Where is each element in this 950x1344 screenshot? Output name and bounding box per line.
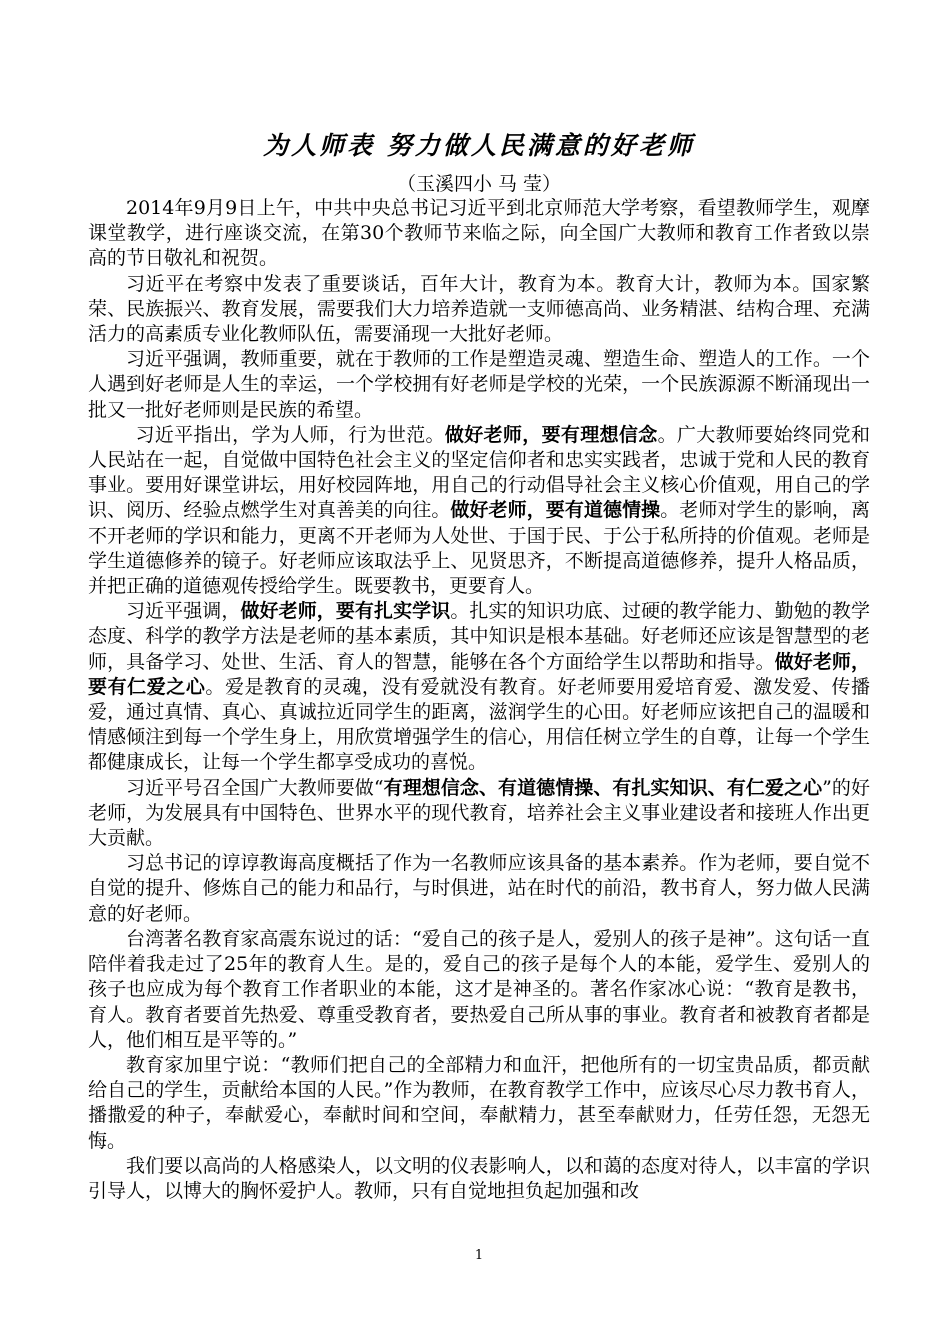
paragraph-4-text-a: 习近平指出，学为人师，行为世范。: [135, 423, 445, 446]
paragraph-5-text-a: 习近平强调，: [126, 600, 241, 623]
paragraph-5-bold-kindness: 做好老师，要有仁爱之心: [88, 650, 870, 698]
paragraph-2: 习近平在考察中发表了重要谈话，百年大计，教育为本。教育大计，教师为本。国家繁荣、民族振兴、教育发展，需要我们大力培养造就一支师德高尚、业务精湛、结构合理、充满活力的高素质专业化教师队伍，需要涌现一大批好老师。: [88, 272, 870, 346]
paragraph-6-text-c: ”的好老师，为发展具有中国特色、世界水平的现代教育，培养社会主义事业建设者和接班人作出更大贡献。: [88, 776, 871, 850]
document-body: [88, 196, 870, 1204]
paragraph-7: 习总书记的谆谆教诲高度概括了作为一名教师应该具备的基本素养。作为老师，要自觉不自觉的提升、修炼自己的能力和品行，与时俱进，站在时代的前沿，教书育人，努力做人民满意的好老师。: [88, 852, 870, 925]
document-author: （玉溪四小 马 莹）: [396, 173, 562, 195]
paragraph-5-text-e: 。爱是教育的灵魂，没有爱就没有教育。好老师要用爱培育爱、激发爱、传播爱，通过真情、真心、真诚拉近同学生的距离，滋润学生的心田。好老师应该把自己的温暖和情感倾注到每一个学生身上，用欣赏增强学生的信心，用信任树立学生的自尊，让每一个学生都健康成长，让每一个学生都享受成功的喜悦。: [88, 675, 870, 774]
paragraph-6-bold-four-qualities: 有理想信念、有道德情操、有扎实知识、有仁爱之心: [383, 776, 823, 799]
paragraph-8: 台湾著名教育家高震东说过的话：“爱自己的孩子是人，爱别人的孩子是神”。这句话一直陪伴着我走过了25年的教育人生。是的，爱自己的孩子是每个人的本能，爱学生、爱别人的孩子也应成为每个教育工作者职业的本能，这才是神圣的。著名作家冰心说：“教育是教书，育人。教育者要首先热爱、尊重受教育者，要热爱自己所从事的事业。教育者和被教育者都是人，他们相互是平等的。”: [88, 927, 870, 1051]
paragraph-6-text-a: 习近平号召全国广大教师要做“: [126, 776, 384, 799]
paragraph-4: [88, 423, 870, 599]
paragraph-5-bold-knowledge: 做好老师，要有扎实学识: [240, 600, 451, 623]
paragraph-5: [88, 599, 870, 775]
paragraph-4-text-e: 。老师对学生的影响，离不开老师的学识和能力，更离不开老师为人处世、于国于民、于公于私所持的价值观。老师是学生道德修养的镜子。好老师应该取法乎上、见贤思齐，不断提高道德修养，提升人格品质，并把正确的道德观传授给学生。既要教书，更要育人。: [88, 499, 870, 598]
paragraph-9: 教育家加里宁说：“教师们把自己的全部精力和血汗，把他所有的一切宝贵品质，都贡献给自己的学生，贡献给本国的人民。”作为教师，在教育教学工作中，应该尽心尽力教书育人，播撒爱的种子，奉献爱心，奉献时间和空间，奉献精力，甚至奉献财力，任劳任怨，无怨无悔。: [88, 1053, 870, 1152]
paragraph-5-text-c: 。扎实的知识功底、过硬的教学能力、勤勉的教学态度、科学的教学方法是老师的基本素质，其中知识是根本基础。好老师还应该是智慧型的老师，具备学习、处世、生活、育人的智慧，能够在各个方面给学生以帮助和指导。: [88, 600, 870, 673]
paragraph-4-text-c: 。广大教师要始终同党和人民站在一起，自觉做中国特色社会主义的坚定信仰者和忠实实践者，忠诚于党和人民的教育事业。要用好课堂讲坛，用好校园阵地，用自己的行动倡导社会主义核心价值观，用自己的学识、阅历、经验点燃学生对真善美的向往。: [88, 423, 870, 522]
paragraph-4-bold-ideals: 做好老师，要有理想信念: [444, 423, 658, 446]
document-title: 为人师表 努力做人民满意的好老师: [263, 131, 695, 160]
page-number: 1: [474, 1248, 484, 1263]
paragraph-1: 2014年9月9日上午，中共中央总书记习近平到北京师范大学考察，看望教师学生，观摩课堂教学，进行座谈交流，在第30个教师节来临之际，向全国广大教师和教育工作者致以崇高的节日敬礼和祝贺。: [88, 197, 870, 270]
paragraph-6: [88, 776, 870, 852]
paragraph-4-bold-morals: 做好老师，要有道德情操: [450, 499, 661, 522]
document-page: [88, 0, 870, 1344]
paragraph-3: 习近平强调，教师重要，就在于教师的工作是塑造灵魂、塑造生命、塑造人的工作。一个人遇到好老师是人生的幸运，一个学校拥有好老师是学校的光荣，一个民族源源不断涌现出一批又一批好老师则是民族的希望。: [88, 348, 870, 421]
paragraph-10: 我们要以高尚的人格感染人，以文明的仪表影响人，以和蔼的态度对待人，以丰富的学识引导人，以博大的胸怀爱护人。教师，只有自觉地担负起加强和改: [88, 1154, 870, 1202]
